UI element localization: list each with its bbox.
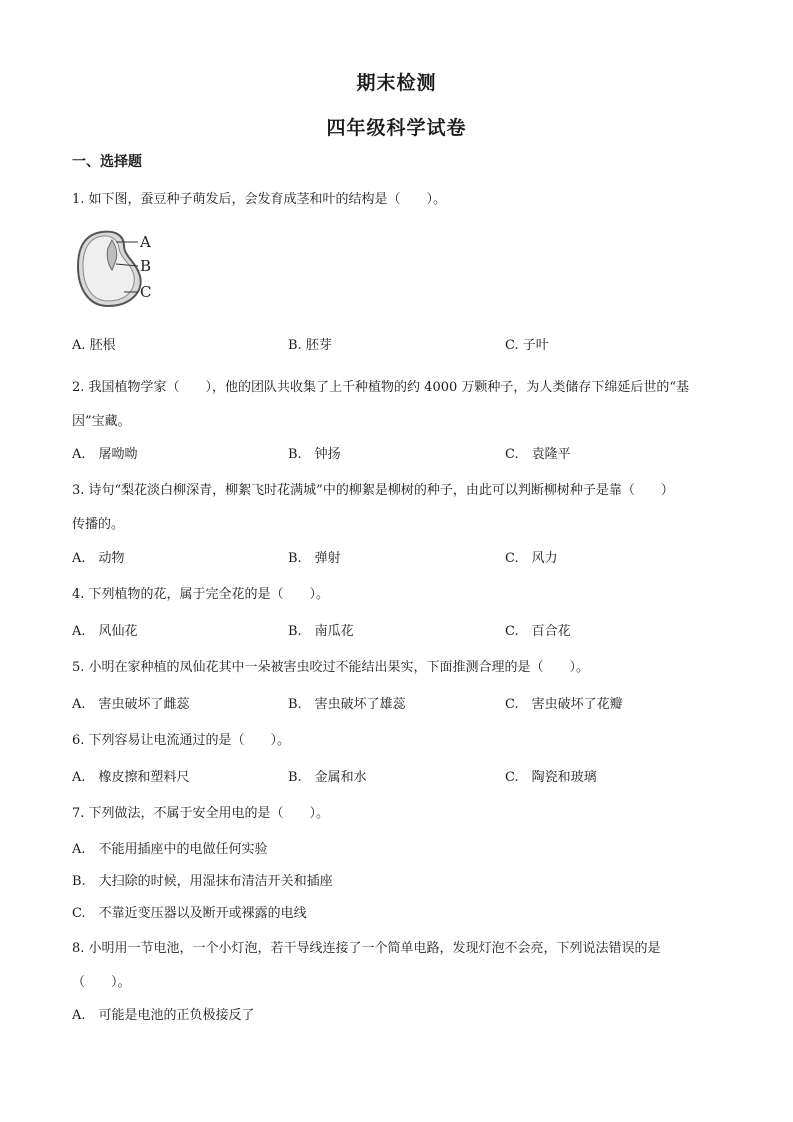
question-2-option-c[interactable]: C. 袁隆平 (505, 447, 571, 462)
bean-seed-figure (72, 226, 162, 310)
question-6-option-b[interactable]: B. 金属和水 (288, 770, 367, 785)
question-3-option-c[interactable]: C. 风力 (505, 551, 558, 566)
question-5-option-c[interactable]: C. 害虫破坏了花瓣 (505, 697, 623, 712)
question-6-stem: 6. 下列容易让电流通过的是（ ）。 (72, 733, 291, 748)
question-6-option-c[interactable]: C. 陶瓷和玻璃 (505, 770, 597, 785)
question-3-option-a[interactable]: A. 动物 (72, 551, 125, 566)
question-5-option-a[interactable]: A. 害虫破坏了雌蕊 (72, 697, 190, 712)
question-4-option-a[interactable]: A. 风仙花 (72, 624, 138, 639)
question-1-stem: 1. 如下图，蚕豆种子萌发后，会发育成茎和叶的结构是（ ）。 (72, 192, 447, 207)
question-4-option-c[interactable]: C. 百合花 (505, 624, 571, 639)
question-2-stem-line1: 2. 我国植物学家（ ），他的团队共收集了上千种植物的约 4000 万颗种子，为人类储存下绵延后世的“基 (72, 380, 690, 395)
figure-label-b: B (140, 257, 152, 275)
question-1-option-c[interactable]: C. 子叶 (505, 338, 549, 353)
section-heading: 一、选择题 (72, 154, 142, 170)
question-3-stem-line2: 传播的。 (72, 517, 125, 532)
question-2-option-b[interactable]: B. 钟扬 (288, 447, 341, 462)
figure-label-a: A (140, 233, 151, 251)
question-5-option-b[interactable]: B. 害虫破坏了雄蕊 (288, 697, 406, 712)
page-title: 期末检测 (356, 72, 437, 94)
question-7-stem: 7. 下列做法，不属于安全用电的是（ ）。 (72, 806, 330, 821)
question-8-stem-line1: 8. 小明用一节电池，一个小灯泡，若干导线连接了一个简单电路，发现灯泡不会亮，下列说法错误的是 (72, 941, 661, 956)
question-6-option-a[interactable]: A. 橡皮擦和塑料尺 (72, 770, 190, 785)
question-4-option-b[interactable]: B. 南瓜花 (288, 624, 354, 639)
question-3-stem-line1: 3. 诗句“梨花淡白柳深青，柳絮飞时花满城”中的柳絮是柳树的种子，由此可以判断柳树种子是靠（ ） (72, 483, 674, 498)
figure-label-c: C (140, 283, 152, 301)
question-8-stem-line2: （ ）。 (72, 975, 131, 990)
question-4-stem: 4. 下列植物的花，属于完全花的是（ ）。 (72, 587, 330, 602)
question-2-stem-line2: 因”宝藏。 (72, 414, 131, 429)
question-7-option-c[interactable]: C. 不靠近变压器以及断开或裸露的电线 (72, 906, 307, 921)
question-1-option-b[interactable]: B. 胚芽 (288, 338, 332, 353)
question-3-option-b[interactable]: B. 弹射 (288, 551, 341, 566)
question-2-option-a[interactable]: A. 屠呦呦 (72, 447, 138, 462)
question-1-option-a[interactable]: A. 胚根 (72, 338, 116, 353)
question-7-option-a[interactable]: A. 不能用插座中的电做任何实验 (72, 842, 268, 857)
question-7-option-b[interactable]: B. 大扫除的时候，用湿抹布清洁开关和插座 (72, 874, 333, 889)
question-8-option-a[interactable]: A. 可能是电池的正负极接反了 (72, 1008, 255, 1023)
page-subtitle: 四年级科学试卷 (326, 117, 467, 139)
question-5-stem: 5. 小明在家种植的凤仙花其中一朵被害虫咬过不能结出果实，下面推测合理的是（ ）。 (72, 660, 590, 675)
